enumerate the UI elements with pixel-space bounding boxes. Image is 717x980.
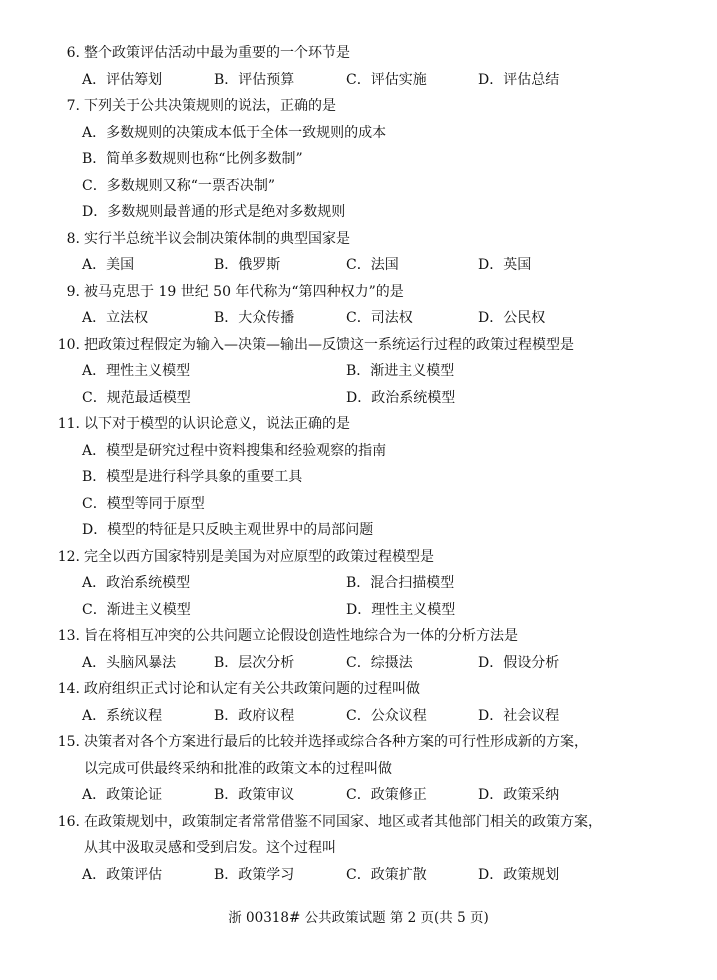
- answer-option: A．多数规则的决策成本低于全体一致规则的成本: [82, 124, 387, 141]
- question-number: 13.: [57, 628, 80, 644]
- question-number: 7.: [66, 98, 80, 114]
- question-number: 10.: [57, 336, 80, 353]
- answer-option: D．社会议程: [478, 707, 560, 724]
- answer-option: C．模型等同于原型: [82, 495, 205, 512]
- question-stem: 决策者对各个方案进行最后的比较并选择或综合各种方案的可行性形成新的方案，: [84, 734, 588, 750]
- answer-option: B．评估预算: [214, 71, 295, 88]
- page-footer: 浙 00318# 公共政策试题 第 2 页(共 5 页): [228, 910, 489, 926]
- question-stem: 完全以西方国家特别是美国为对应原型的政策过程模型是: [84, 548, 434, 565]
- question-stem: 把政策过程假定为输入—决策—输出—反馈这一系统运行过程的政策过程模型是: [84, 336, 574, 353]
- question-stem: 以下对于模型的认识论意义，说法正确的是: [84, 416, 350, 432]
- question-number: 16.: [57, 813, 80, 830]
- answer-option: C．渐进主义模型: [82, 601, 191, 618]
- answer-option: A．评估筹划: [82, 71, 163, 88]
- answer-option: D．政治系统模型: [346, 389, 456, 406]
- answer-option: A．理性主义模型: [82, 363, 191, 379]
- answer-option: B．政策学习: [214, 866, 295, 883]
- answer-option: C．评估实施: [346, 71, 427, 88]
- answer-option: B．模型是进行科学具象的重要工具: [82, 469, 303, 485]
- answer-option: C．司法权: [346, 310, 413, 326]
- answer-option: D．多数规则最普通的形式是绝对多数规则: [82, 204, 346, 220]
- question-number: 11.: [57, 416, 80, 432]
- question-stem: 旨在将相互冲突的公共问题立论假设创造性地综合为一体的分析方法是: [84, 628, 518, 644]
- answer-option: C．综摄法: [346, 654, 413, 671]
- question-number: 6.: [66, 45, 80, 61]
- answer-option: C．政策扩散: [346, 866, 427, 883]
- question-stem: 在政策规划中，政策制定者常常借鉴不同国家、地区或者其他部门相关的政策方案，: [84, 813, 602, 830]
- answer-option: D．模型的特征是只反映主观世界中的局部问题: [82, 522, 374, 538]
- answer-option: A．立法权: [82, 310, 149, 326]
- answer-option: D．英国: [478, 257, 532, 273]
- question-number: 12.: [57, 548, 80, 565]
- answer-option: A．模型是研究过程中资料搜集和经验观察的指南: [82, 442, 387, 459]
- question-stem: 被马克思于 19 世纪 50 年代称为“第四种权力”的是: [84, 283, 404, 300]
- answer-option: D．评估总结: [478, 71, 560, 88]
- question-number: 8.: [66, 230, 80, 247]
- answer-option: D．理性主义模型: [346, 601, 456, 618]
- question-stem: 实行半总统半议会制决策体制的典型国家是: [84, 230, 350, 247]
- question-stem: 以完成可供最终采纳和批准的政策文本的过程叫做: [84, 760, 392, 777]
- answer-option: B．政策审议: [214, 787, 295, 803]
- answer-option: A．政治系统模型: [82, 575, 191, 591]
- answer-option: A．政策论证: [82, 787, 163, 803]
- answer-option: D．公民权: [478, 310, 546, 326]
- question-number: 15.: [57, 734, 80, 750]
- question-stem: 从其中汲取灵感和受到启发。这个过程叫: [84, 840, 336, 856]
- answer-option: A．政策评估: [82, 866, 163, 883]
- answer-option: C．法国: [346, 257, 399, 273]
- answer-option: C．公众议程: [346, 707, 427, 724]
- answer-option: A．美国: [82, 257, 135, 273]
- answer-option: D．政策采纳: [478, 787, 560, 803]
- question-number: 14.: [57, 681, 80, 697]
- answer-option: B．政府议程: [214, 707, 295, 724]
- answer-option: B．混合扫描模型: [346, 575, 455, 591]
- answer-option: C．规范最适模型: [82, 389, 191, 406]
- answer-option: B．大众传播: [214, 310, 295, 326]
- answer-option: B．渐进主义模型: [346, 363, 455, 379]
- answer-option: A．头脑风暴法: [82, 654, 177, 671]
- question-stem: 下列关于公共决策规则的说法，正确的是: [84, 98, 336, 114]
- answer-option: B．俄罗斯: [214, 257, 281, 273]
- question-stem: 整个政策评估活动中最为重要的一个环节是: [84, 45, 350, 61]
- answer-option: C．多数规则又称“一票否决制”: [82, 177, 276, 194]
- answer-option: D．假设分析: [478, 654, 560, 671]
- answer-option: D．政策规划: [478, 866, 560, 883]
- answer-option: C．政策修正: [346, 787, 427, 803]
- question-stem: 政府组织正式讨论和认定有关公共政策问题的过程叫做: [84, 681, 420, 697]
- question-number: 9.: [66, 283, 80, 300]
- answer-option: B．层次分析: [214, 654, 295, 671]
- answer-option: B．简单多数规则也称“比例多数制”: [82, 151, 303, 167]
- answer-option: A．系统议程: [82, 707, 163, 724]
